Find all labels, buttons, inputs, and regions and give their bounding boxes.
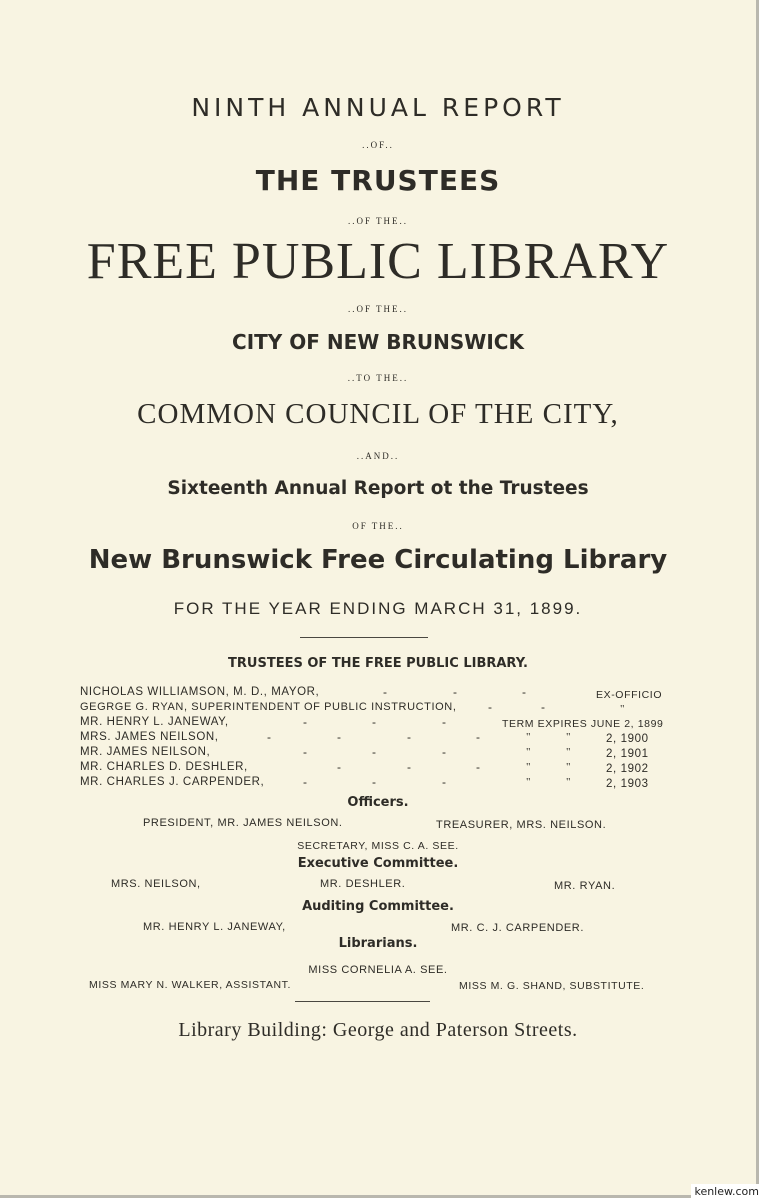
library-title: FREE PUBLIC LIBRARY: [86, 233, 670, 290]
auditing-member: MR. C. J. CARPENDER.: [451, 922, 585, 934]
sixteenth-report-title: Sixteenth Annual Report ot the Trustees: [167, 478, 589, 499]
trustee-name: NICHOLAS WILLIAMSON, M. D., MAYOR,: [80, 686, 320, 698]
ditto-mark: ": [526, 731, 531, 743]
librarians-heading: Librarians.: [338, 936, 418, 951]
trustee-name: MR. JAMES NEILSON,: [80, 746, 211, 758]
trustee-term: 2, 1903: [606, 778, 649, 790]
leader-dash: -: [337, 760, 341, 774]
trustee-name: MR. CHARLES D. DESHLER,: [80, 761, 248, 773]
librarian-substitute: MISS M. G. SHAND, SUBSTITUTE.: [459, 980, 645, 992]
trustee-term: ": [620, 703, 625, 715]
executive-heading: Executive Committee.: [297, 856, 459, 871]
leader-dash: -: [267, 730, 271, 744]
ditto-mark: ": [526, 746, 531, 758]
leader-dash: -: [407, 730, 411, 744]
council-title: COMMON COUNCIL OF THE CITY,: [137, 398, 619, 430]
leader-dash: -: [337, 730, 341, 744]
connector-and: ..AND..: [356, 451, 400, 461]
trustee-name: MRS. JAMES NEILSON,: [80, 731, 219, 743]
ditto-mark: ": [566, 761, 571, 773]
officer-treasurer: TREASURER, MRS. NEILSON.: [436, 819, 607, 831]
city-title: CITY OF NEW BRUNSWICK: [232, 330, 524, 354]
connector-of-the-1: ..OF THE..: [347, 216, 409, 226]
leader-dash: -: [303, 715, 307, 729]
trustees-title: THE TRUSTEES: [255, 164, 501, 197]
officer-president: PRESIDENT, MR. JAMES NEILSON.: [143, 817, 343, 829]
trustee-name: MR. CHARLES J. CARPENDER,: [80, 776, 265, 788]
ditto-mark: ": [566, 776, 571, 788]
leader-dash: -: [522, 685, 526, 699]
leader-dash: -: [303, 745, 307, 759]
trustee-term: EX-OFFICIO: [596, 689, 663, 701]
ditto-mark: ": [526, 776, 531, 788]
leader-dash: -: [453, 685, 457, 699]
connector-to-the: ..TO THE..: [347, 373, 409, 383]
trustee-name: GEGRGE G. RYAN, SUPERINTENDENT OF PUBLIC INSTRUCTION,: [80, 701, 457, 713]
connector-of-the-3: OF THE..: [352, 521, 404, 531]
ditto-mark: ": [566, 731, 571, 743]
divider-bottom: [295, 1001, 430, 1002]
librarian-assistant: MISS MARY N. WALKER, ASSISTANT.: [89, 979, 292, 991]
report-title: NINTH ANNUAL REPORT: [191, 93, 565, 122]
leader-dash: -: [541, 700, 545, 714]
library-building: Library Building: George and Paterson Streets.: [178, 1019, 578, 1041]
leader-dash: -: [476, 760, 480, 774]
year-ending: FOR THE YEAR ENDING MARCH 31, 1899.: [173, 599, 583, 618]
ditto-mark: ": [526, 761, 531, 773]
leader-dash: -: [407, 760, 411, 774]
auditing-heading: Auditing Committee.: [302, 899, 454, 914]
watermark: kenlew.com: [691, 1184, 762, 1199]
connector-of-the-2: ..OF THE..: [347, 304, 409, 314]
connector-of: ..OF..: [362, 140, 394, 150]
librarian-head: MISS CORNELIA A. SEE.: [308, 964, 448, 976]
executive-member: MR. RYAN.: [554, 880, 616, 892]
leader-dash: -: [372, 775, 376, 789]
executive-member: MRS. NEILSON,: [111, 878, 201, 890]
leader-dash: -: [488, 700, 492, 714]
divider-top: [300, 637, 428, 638]
executive-member: MR. DESHLER.: [320, 878, 406, 890]
librarian-head-row: [0, 960, 756, 978]
auditing-member: MR. HENRY L. JANEWAY,: [143, 921, 286, 933]
officer-secretary-row: [0, 836, 756, 854]
ditto-mark: ": [566, 746, 571, 758]
trustee-term: 2, 1902: [606, 763, 649, 775]
leader-dash: -: [476, 730, 480, 744]
leader-dash: -: [303, 775, 307, 789]
trustee-term: TERM EXPIRES JUNE 2, 1899: [502, 718, 664, 730]
leader-dash: -: [442, 745, 446, 759]
leader-dash: -: [442, 775, 446, 789]
trustee-term: 2, 1901: [606, 748, 649, 760]
leader-dash: -: [372, 715, 376, 729]
leader-dash: -: [383, 685, 387, 699]
trustee-term: 2, 1900: [606, 733, 649, 745]
officer-secretary: SECRETARY, MISS C. A. SEE.: [297, 840, 459, 852]
trustee-name: MR. HENRY L. JANEWAY,: [80, 716, 229, 728]
leader-dash: -: [442, 715, 446, 729]
leader-dash: -: [372, 745, 376, 759]
circulating-library-title: New Brunswick Free Circulating Library: [88, 545, 668, 575]
trustees-heading: TRUSTEES OF THE FREE PUBLIC LIBRARY.: [228, 656, 528, 671]
officers-heading: Officers.: [347, 795, 409, 810]
